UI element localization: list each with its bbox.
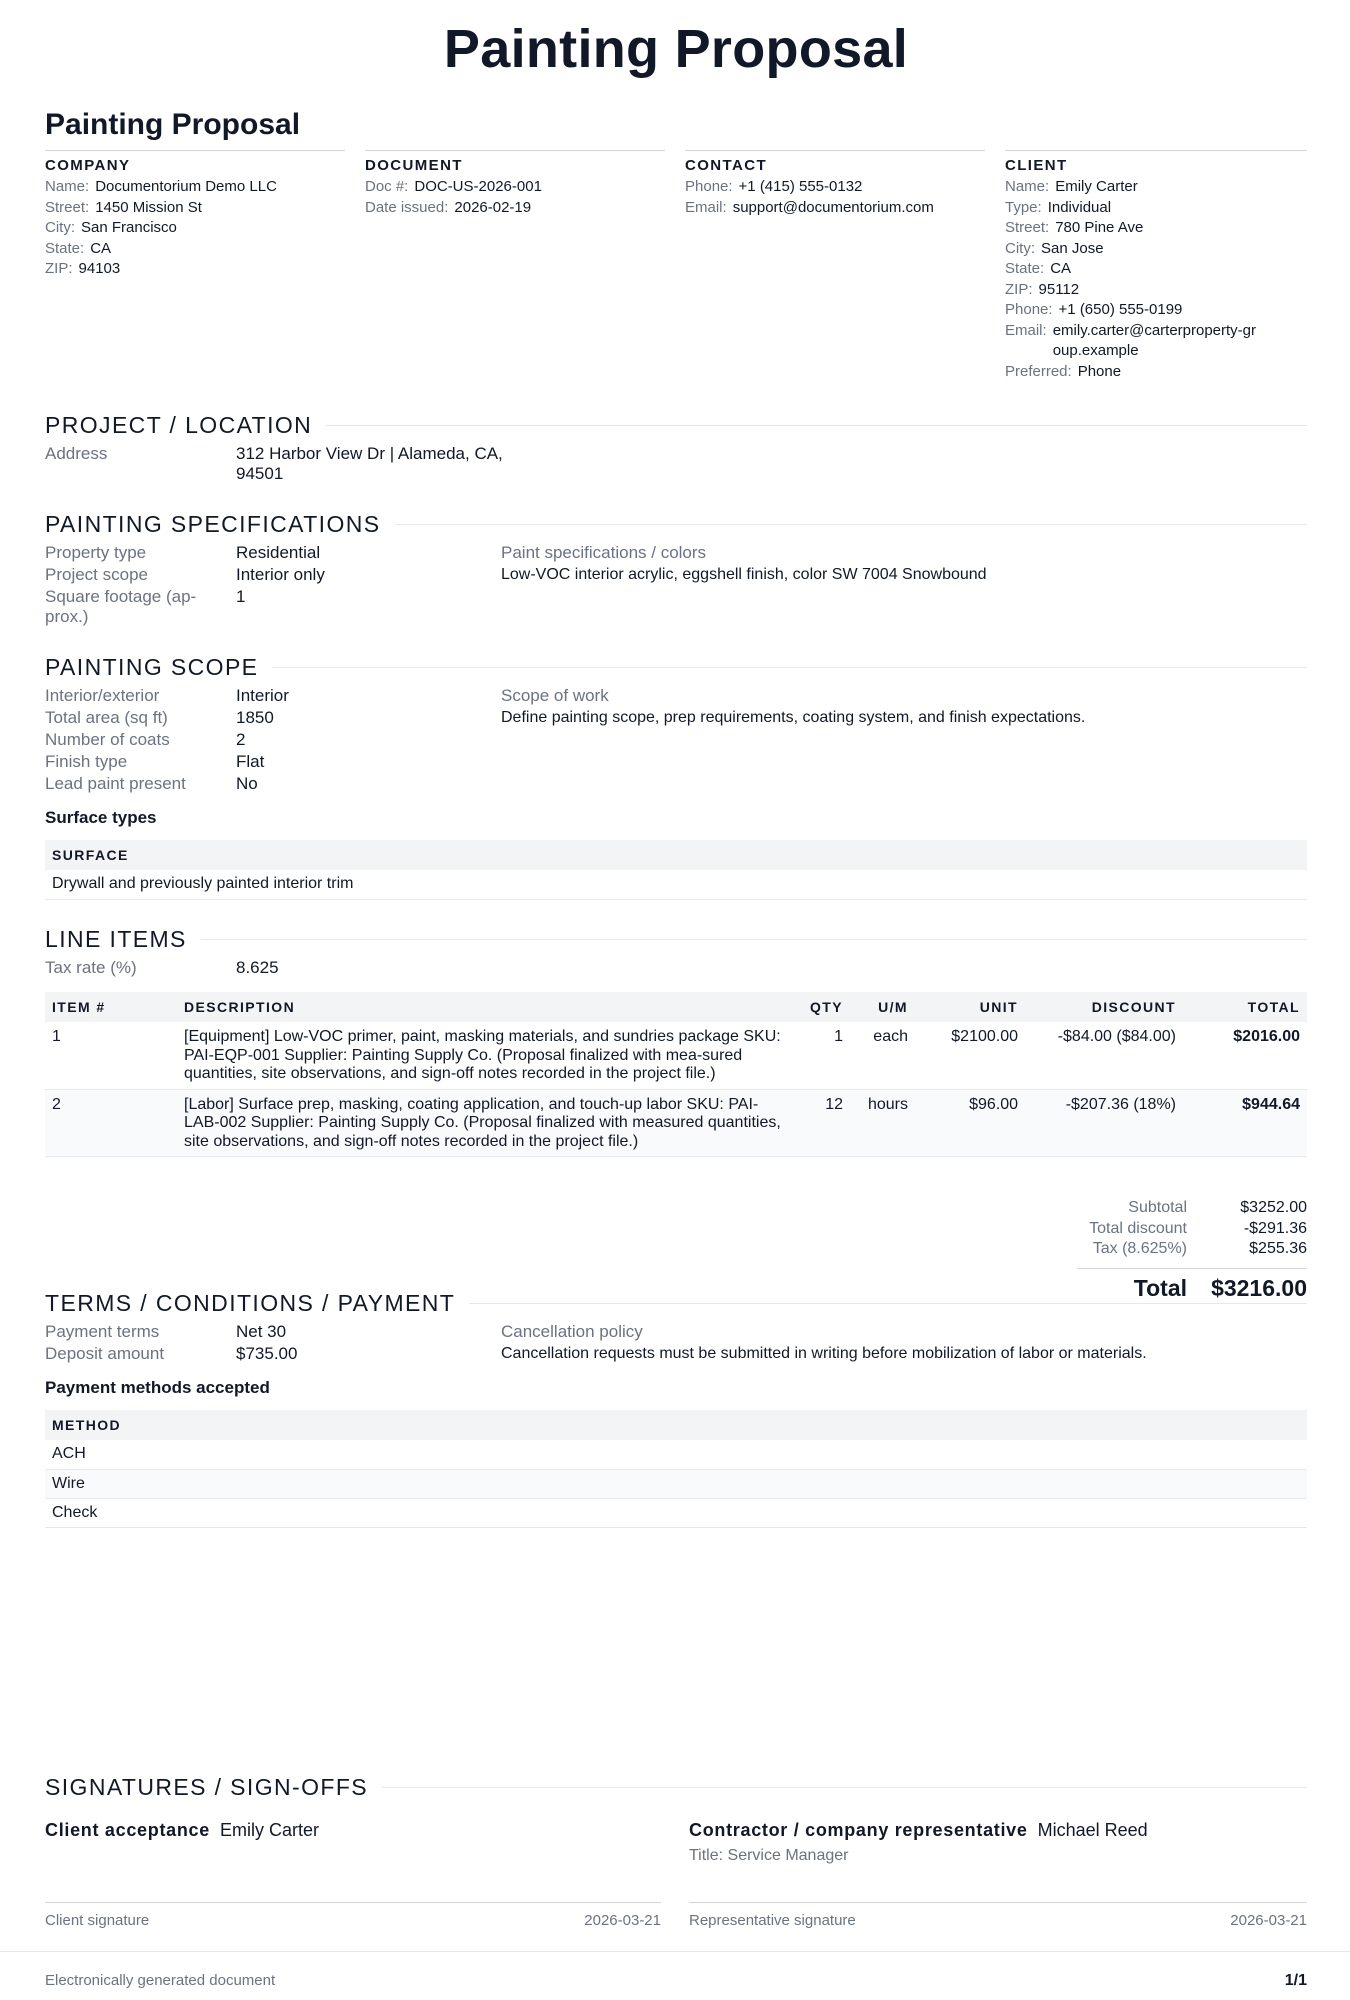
table-row: 1 [Equipment] Low-VOC primer, paint, masking materials, and sundries package SKU: PAI-EQP-001 Supplier: Painting Supply Co. (Proposal finalized with mea-sured quantities, site observations, and sign-off notes recorded in the project file.) 1 each $2100.00 -$84.00 ($84.00) $2016.00	[45, 1022, 1307, 1089]
scope-section	[45, 652, 1307, 912]
document-block	[365, 150, 665, 218]
client-block	[1005, 150, 1307, 382]
lead-value: No	[236, 774, 258, 793]
tax-label: Tax (8.625%)	[1092, 1240, 1187, 1257]
lead-label: Lead paint present	[45, 774, 186, 793]
method-row: Check	[45, 1498, 1307, 1527]
section-heading: PROJECT / LOCATION	[45, 411, 313, 438]
contact-heading: CONTACT	[685, 157, 768, 174]
totals-block	[1007, 1198, 1307, 1302]
total-value: $3216.00	[1211, 1274, 1307, 1301]
address-label: Address	[45, 444, 108, 463]
client-row: City: San Jose	[1005, 239, 1104, 257]
specs-section	[45, 509, 1307, 629]
discount-label: Total discount	[1089, 1219, 1187, 1237]
client-name: Emily Carter	[219, 1820, 319, 1840]
client-row: Street: 780 Pine Ave	[1005, 219, 1144, 236]
address-value: 312 Harbor View Dr | Alameda, CA, 94501	[236, 444, 503, 483]
method-row: ACH	[45, 1440, 1307, 1469]
area-label: Total area (sq ft)	[45, 708, 168, 727]
document-title: Painting Proposal	[45, 108, 301, 141]
rep-signature-label: Representative signature	[689, 1912, 856, 1929]
rep-signature-date: 2026-03-21	[1230, 1912, 1307, 1929]
company-row: State: CA	[45, 239, 112, 257]
client-row: Phone: +1 (650) 555-0199	[1005, 301, 1183, 318]
discount-value: -$291.36	[1243, 1219, 1307, 1237]
client-signature-date: 2026-03-21	[584, 1912, 661, 1929]
table-row: 2 [Labor] Surface prep, masking, coating application, and touch-up labor SKU: PAI-LAB-002 Supplier: Painting Supply Co. (Proposal finalized with measured quantities, site observations, and sign-off notes recorded in the project file.) 12 hours $96.00 -$207.36 (18%) $944.64	[45, 1089, 1307, 1157]
deposit-value: $735.00	[236, 1344, 298, 1363]
rep-subtitle: Title: Service Manager	[689, 1847, 849, 1864]
subtotal-value: $3252.00	[1240, 1199, 1307, 1216]
document-heading: DOCUMENT	[365, 157, 463, 174]
project-scope-value: Interior only	[236, 565, 325, 584]
area-value: 1850	[236, 708, 274, 727]
company-row: ZIP: 94103	[45, 260, 121, 277]
info-grid	[45, 150, 1307, 380]
client-row: Name: Emily Carter	[1005, 178, 1138, 195]
deposit-label: Deposit amount	[45, 1344, 165, 1363]
finish-value: Flat	[236, 752, 265, 771]
tax-rate-value: 8.625	[236, 958, 279, 977]
tax-rate-label: Tax rate (%)	[45, 958, 137, 977]
methods-col-header: METHOD	[45, 1410, 1307, 1440]
interior-label: Interior/exterior	[45, 686, 160, 705]
line-items-header: ITEM # DESCRIPTION QTY U/M UNIT DISCOUNT TOTAL	[45, 992, 1307, 1022]
company-row: Name: Documentorium Demo LLC	[45, 178, 277, 195]
client-heading: CLIENT	[1005, 157, 1068, 174]
contact-row: Phone: +1 (415) 555-0132	[685, 178, 863, 195]
interior-value: Interior	[236, 686, 289, 705]
section-heading: PAINTING SPECIFICATIONS	[45, 510, 381, 537]
client-signature-label: Client signature	[45, 1912, 150, 1929]
page-footer	[0, 1951, 1350, 1989]
company-heading: COMPANY	[45, 157, 131, 174]
finish-label: Finish type	[45, 752, 128, 771]
colors-label: Paint specifications / colors	[501, 543, 707, 562]
method-row: Wire	[45, 1469, 1307, 1498]
subtotal-label: Subtotal	[1128, 1199, 1187, 1216]
cancel-value: Cancellation requests must be submitted in writing before mobilization of labor or materials.	[501, 1345, 1147, 1362]
line-items-table	[45, 992, 1307, 1157]
signatures-section	[45, 1772, 1307, 1929]
rep-name: Michael Reed	[1037, 1820, 1148, 1840]
client-row: Email: emily.carter@carterproperty-group.example	[1005, 321, 1257, 359]
coats-value: 2	[236, 730, 246, 749]
section-heading: TERMS / CONDITIONS / PAYMENT	[45, 1289, 456, 1316]
property-type-value: Residential	[236, 543, 321, 562]
company-block	[45, 150, 345, 280]
line-items-section	[45, 924, 1307, 1301]
contact-block	[685, 150, 985, 218]
document-row: Date issued: 2026-02-19	[365, 198, 532, 216]
surface-row: Drywall and previously painted interior trim	[45, 870, 1307, 899]
work-value: Define painting scope, prep requirements, coating system, and finish expectations.	[501, 709, 1086, 726]
client-row: Preferred: Phone	[1005, 362, 1122, 380]
document-row: Doc #: DOC-US-2026-001	[365, 178, 542, 195]
terms-section	[45, 1288, 1307, 1538]
section-heading: SIGNATURES / SIGN-OFFS	[45, 1773, 369, 1800]
signature-line	[689, 1902, 1307, 1903]
surface-heading: Surface types	[45, 808, 157, 827]
signature-line	[45, 1902, 661, 1903]
project-scope-label: Project scope	[45, 565, 148, 584]
payment-terms-value: Net 30	[236, 1322, 287, 1341]
client-acceptance-title: Client acceptance	[45, 1820, 210, 1840]
footer-note: Electronically generated document	[45, 1972, 276, 1989]
rep-title: Contractor / company representative	[689, 1820, 1028, 1840]
page-number: 1/1	[1284, 1972, 1307, 1989]
surface-col-header: SURFACE	[45, 840, 1307, 870]
main-title: Painting Proposal	[443, 19, 909, 79]
methods-table	[45, 1410, 1307, 1528]
document-page	[45, 0, 1307, 2000]
client-row: ZIP: 95112	[1005, 280, 1080, 298]
colors-value: Low-VOC interior acrylic, eggshell finish, color SW 7004 Snowbound	[501, 566, 987, 583]
client-row: State: CA	[1005, 260, 1072, 277]
property-type-label: Property type	[45, 543, 147, 562]
methods-heading: Payment methods accepted	[45, 1378, 270, 1397]
section-heading: LINE ITEMS	[45, 925, 187, 952]
cancel-label: Cancellation policy	[501, 1322, 643, 1341]
sqft-label: Square footage (ap-prox.)	[45, 587, 197, 626]
surface-table	[45, 840, 1307, 900]
section-heading: PAINTING SCOPE	[45, 653, 259, 680]
sqft-value: 1	[236, 587, 246, 606]
tax-value: $255.36	[1249, 1240, 1307, 1257]
company-row: Street: 1450 Mission St	[45, 198, 202, 216]
company-row: City: San Francisco	[45, 219, 177, 236]
rep-signature-block	[689, 1820, 1307, 1929]
client-row: Type: Individual	[1005, 198, 1112, 216]
total-label: Total	[1133, 1274, 1187, 1301]
client-signature-block	[45, 1820, 661, 1929]
coats-label: Number of coats	[45, 730, 170, 749]
work-label: Scope of work	[501, 686, 609, 705]
contact-row: Email: support@documentorium.com	[685, 198, 934, 216]
payment-terms-label: Payment terms	[45, 1322, 160, 1341]
project-section	[45, 410, 1307, 483]
